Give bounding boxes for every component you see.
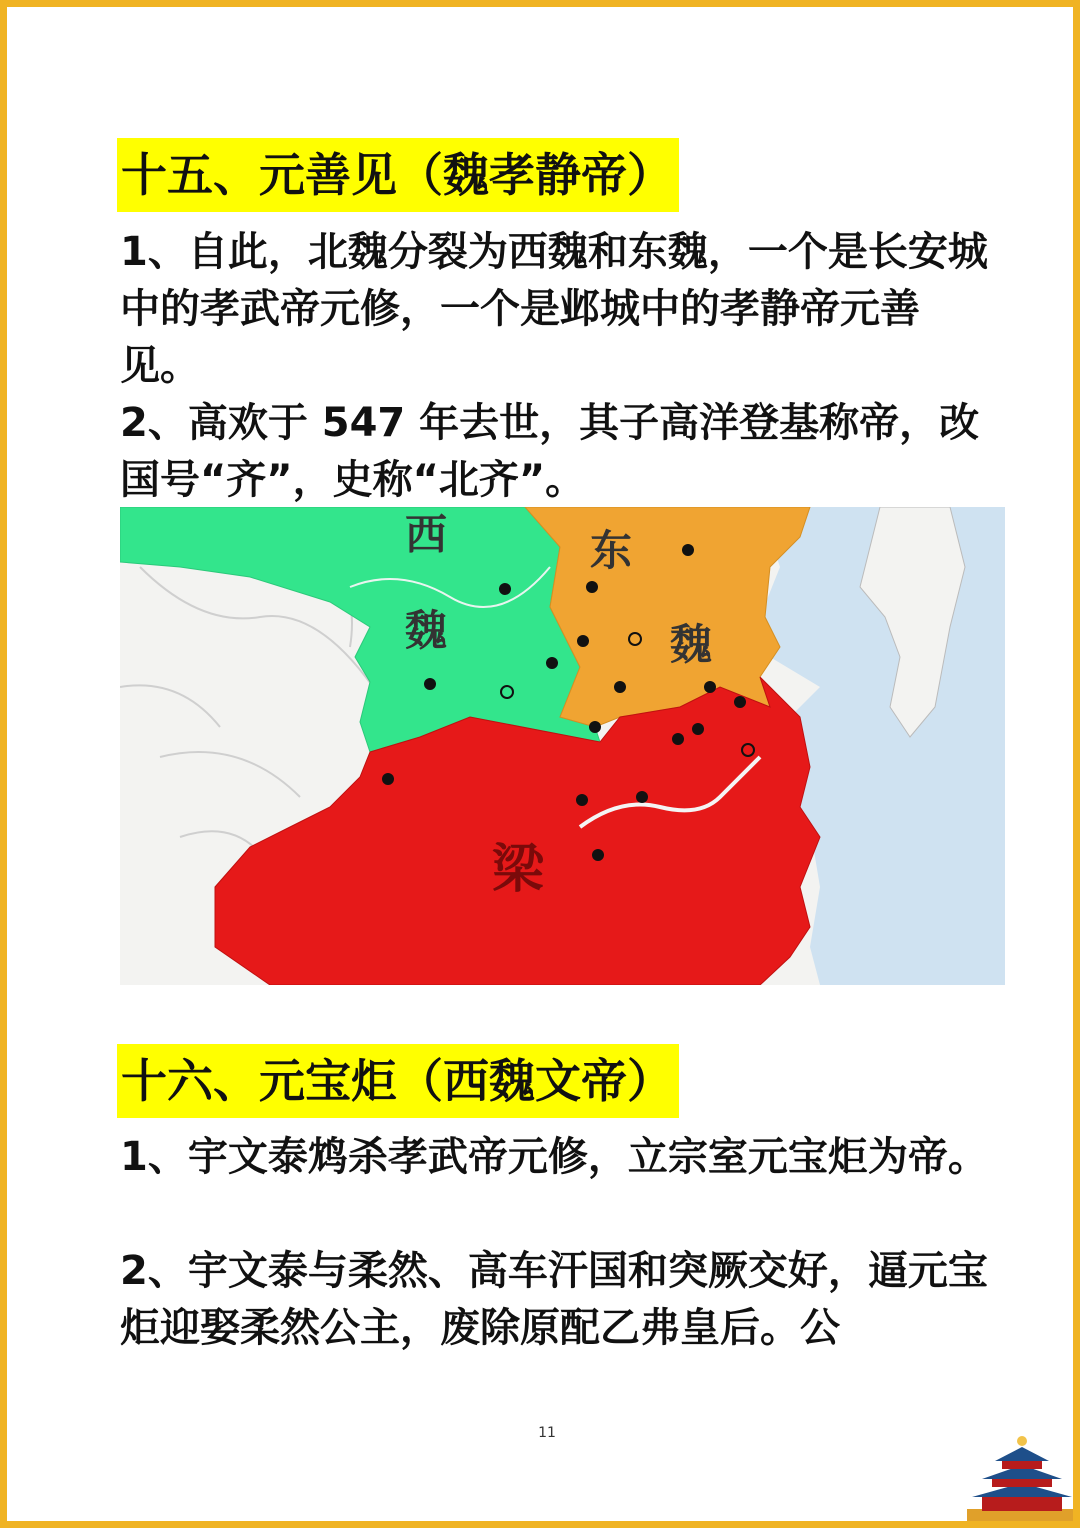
city-marker [576, 794, 588, 806]
city-marker [577, 635, 589, 647]
city-marker [586, 581, 598, 593]
temple-hall-lower [982, 1495, 1062, 1511]
city-marker [692, 723, 704, 735]
city-marker [636, 791, 648, 803]
temple-of-heaven-decoration [957, 1427, 1080, 1528]
section-15-paragraph-2: 2、高欢于 547 年去世，其子高洋登基称帝，改国号“齐”，史称“北齐”。 [120, 400, 980, 503]
map-label-west-2: 魏 [405, 609, 448, 655]
section-15-heading: 十五、元善见（魏孝静帝） [117, 138, 679, 212]
page-number: 11 [538, 1425, 556, 1441]
city-marker [734, 696, 746, 708]
temple-roof-upper [995, 1447, 1049, 1461]
city-marker [682, 544, 694, 556]
map-label-east-2: 魏 [670, 623, 713, 669]
city-marker [499, 583, 511, 595]
temple-finial [1017, 1436, 1027, 1446]
map-label-west-1: 西 [405, 513, 448, 559]
city-marker [614, 681, 626, 693]
map-label-south: 梁 [492, 842, 545, 899]
city-marker [672, 733, 684, 745]
city-marker [592, 849, 604, 861]
map-label-east-1: 东 [590, 529, 633, 575]
city-marker [424, 678, 436, 690]
temple-terrace [967, 1509, 1077, 1523]
city-marker [589, 721, 601, 733]
section-16-heading: 十六、元宝炬（西魏文帝） [117, 1044, 679, 1118]
city-marker [382, 773, 394, 785]
section-15-paragraph-1: 1、自此，北魏分裂为西魏和东魏，一个是长安城中的孝武帝元修，一个是邺城中的孝静帝元善见。 [120, 229, 988, 389]
city-marker [546, 657, 558, 669]
section-16-paragraph-1: 1、宇文泰鸩杀孝武帝元修，立宗室元宝炬为帝。 [120, 1134, 988, 1180]
temple-base [957, 1523, 1080, 1528]
section-16-paragraph-2: 2、宇文泰与柔然、高车汗国和突厥交好，逼元宝炬迎娶柔然公主，废除原配乙弗皇后。公 [120, 1248, 988, 1351]
historical-map [120, 507, 1005, 985]
city-marker [704, 681, 716, 693]
